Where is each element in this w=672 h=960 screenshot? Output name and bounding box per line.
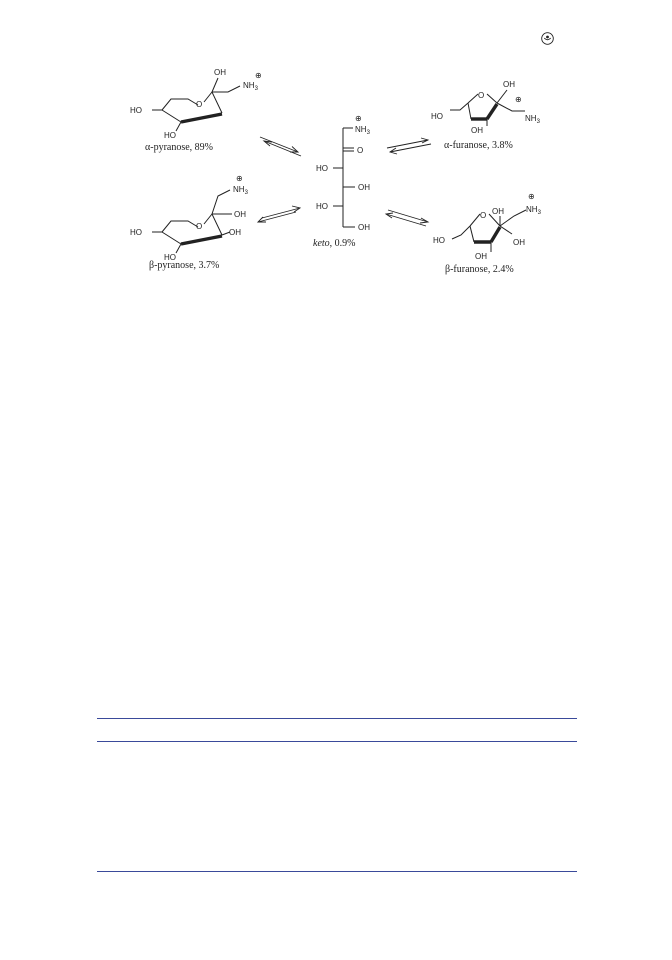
o-label: O: [478, 91, 485, 100]
nh3-label: $NH_3$: [233, 185, 248, 196]
charge-symbol: ⊕: [528, 192, 535, 201]
oh-label: OH: [234, 210, 246, 219]
divider-rule: [97, 871, 577, 872]
ho-label: HO: [130, 106, 142, 115]
equilibrium-arrow: [258, 206, 300, 222]
charge-symbol: ⊕: [355, 114, 362, 123]
oh-label: OH: [475, 252, 487, 261]
ho-label: HO: [164, 253, 176, 262]
oh-label: OH: [492, 207, 504, 216]
ho-label: HO: [164, 131, 176, 140]
o-label: O: [196, 222, 203, 231]
ho-label: HO: [316, 164, 328, 173]
o-label: O: [480, 211, 487, 220]
keto-caption: keto, 0.9%: [313, 238, 356, 249]
ho-label: HO: [130, 228, 142, 237]
oh-label: OH: [358, 183, 370, 192]
nh3-label: $NH_3$: [355, 125, 370, 136]
oh-label: OH: [503, 80, 515, 89]
nh3-label: $NH_3$: [525, 114, 540, 125]
nh3-label: $NH_3$: [243, 81, 258, 92]
tautomer-equilibrium-scheme: [0, 0, 672, 300]
alpha-pyranose-caption: α-pyranose, 89%: [145, 142, 213, 153]
beta-pyranose-caption: β-pyranose, 3.7%: [149, 260, 220, 271]
o-label: O: [357, 146, 364, 155]
o-label: O: [196, 100, 203, 109]
oh-label: OH: [214, 68, 226, 77]
equilibrium-arrow: [387, 138, 431, 154]
oh-label: OH: [358, 223, 370, 232]
oh-label: OH: [513, 238, 525, 247]
keto-structure: [313, 114, 371, 249]
divider-rule: [97, 741, 577, 742]
ho-label: HO: [431, 112, 443, 121]
charge-symbol: ⊕: [515, 95, 522, 104]
oh-label: OH: [471, 126, 483, 135]
beta-pyranose-structure: [130, 174, 249, 271]
nh3-label: $NH_3$: [526, 205, 541, 216]
charge-symbol: ⊕: [255, 71, 262, 80]
charge-symbol: ⊕: [236, 174, 243, 183]
alpha-furanose-caption: α-furanose, 3.8%: [444, 140, 513, 151]
alpha-pyranose-structure: [130, 68, 262, 153]
divider-rule: [97, 718, 577, 719]
ho-label: HO: [433, 236, 445, 245]
beta-furanose-caption: β-furanose, 2.4%: [445, 264, 514, 275]
beta-furanose-structure: [433, 192, 542, 275]
alpha-furanose-structure: [431, 80, 541, 151]
oh-label: OH: [229, 228, 241, 237]
equilibrium-arrow: [386, 210, 428, 226]
ho-label: HO: [316, 202, 328, 211]
equilibrium-arrow: [260, 137, 301, 156]
